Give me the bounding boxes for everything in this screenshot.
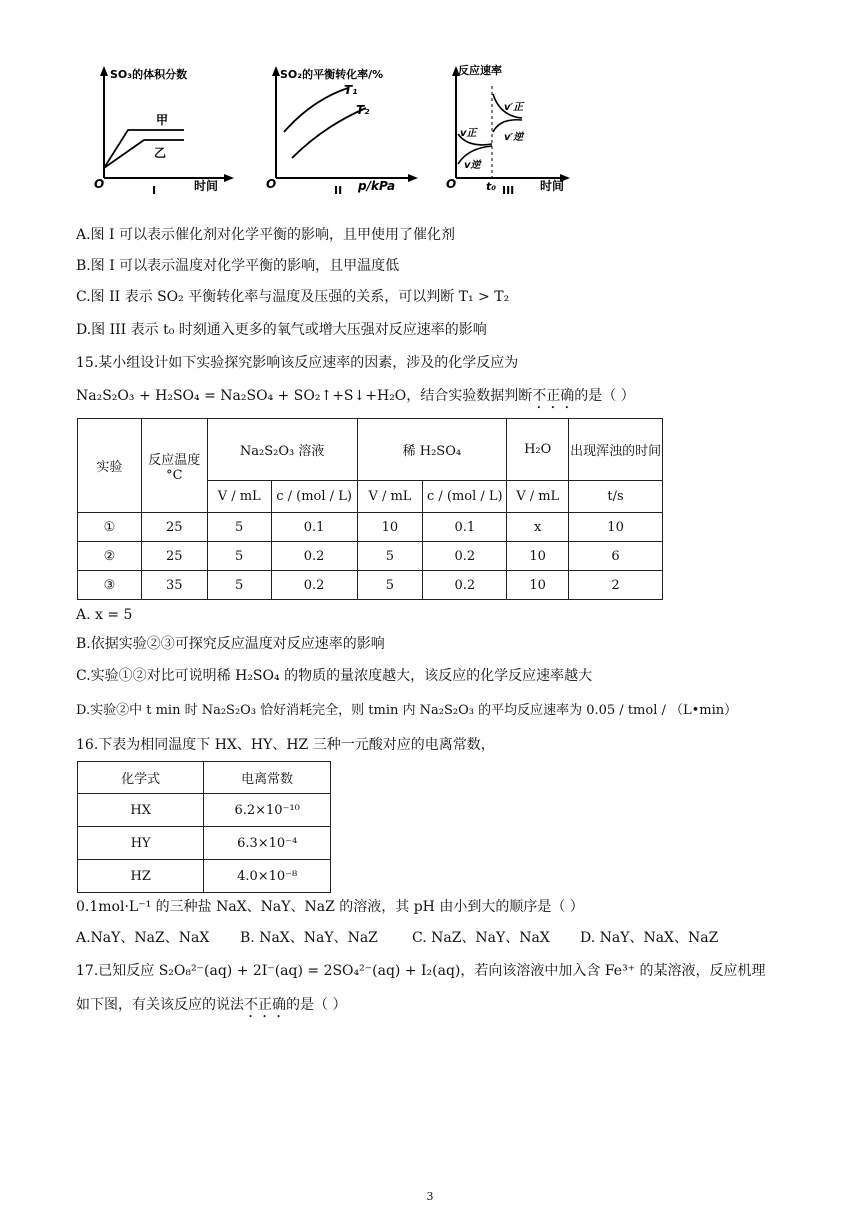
q17-line-1: 17.已知反应 S₂O₈²⁻(aq) + 2I⁻(aq) = 2SO₄²⁻(aq) + I₂(aq)，若向该溶液中加入含 Fe³⁺ 的某溶液，反应机理 xyxy=(76,963,766,979)
table-cell: ③ xyxy=(78,571,142,600)
graph-3-v2-rev: v′逆 xyxy=(504,132,524,143)
q15-header-exp: 实验 xyxy=(78,419,142,513)
table-cell: 2 xyxy=(569,571,663,600)
graph-2-origin: O xyxy=(266,177,277,191)
graph-2-roman: II xyxy=(334,184,343,195)
q17-line-2 xyxy=(76,995,346,1021)
q15-header-time: 出现浑浊的时间 xyxy=(569,419,663,481)
q16-question: 0.1mol·L⁻¹ 的三种盐 NaX、NaY、NaZ 的溶液，其 pH 由小到大的顺序是（ ） xyxy=(76,899,584,915)
graph-3-origin: O xyxy=(446,177,457,191)
table-cell: 6.3×10⁻⁴ xyxy=(204,827,331,860)
graph-1-xlabel: 时间 xyxy=(194,179,219,193)
page-number: 3 xyxy=(426,1190,434,1203)
graph-3-roman: III xyxy=(502,184,515,195)
table-cell: 25 xyxy=(141,542,207,571)
q14-option-a: A.图 I 可以表示催化剂对化学平衡的影响，且甲使用了催化剂 xyxy=(76,227,455,243)
q15-tail-b: 的是（ ） xyxy=(574,388,635,404)
q15-tail-a: ，结合实验数据判断 xyxy=(406,388,533,404)
table-cell: 5 xyxy=(357,542,423,571)
q16-option-c: C. NaZ、NaY、NaX xyxy=(412,930,550,946)
table-row xyxy=(78,542,663,571)
table-cell: 0.2 xyxy=(271,542,357,571)
graph-1-roman: I xyxy=(152,184,157,195)
table-row xyxy=(78,571,663,600)
q15-header-na2s2o3: Na₂S₂O₃ 溶液 xyxy=(207,419,357,481)
table-cell: 10 xyxy=(507,542,569,571)
q16-option-b: B. NaX、NaY、NaZ xyxy=(240,930,378,946)
table-cell: 35 xyxy=(141,571,207,600)
table-cell: 0.1 xyxy=(271,513,357,542)
q15-header-water: H₂O xyxy=(507,419,569,481)
q17-line-2-a: 如下图，有关该反应的说法 xyxy=(76,997,244,1013)
q15-option-d: D.实验②中 t min 时 Na₂S₂O₃ 恰好消耗完全，则 tmin 内 Na₂S₂O₃ 的平均反应速率为 0.05 / tmol / （L•min） xyxy=(76,703,738,718)
table-cell: 0.2 xyxy=(423,542,507,571)
q15-sub-v3: V / mL xyxy=(507,481,569,513)
graph-3-xlabel: 时间 xyxy=(540,179,565,193)
q15-sub-v2: V / mL xyxy=(357,481,423,513)
graph-2 xyxy=(262,60,432,195)
graph-3-ylabel: 反应速率 xyxy=(458,64,502,77)
q15-equation-line xyxy=(76,386,635,412)
q15-header-acid: 稀 H₂SO₄ xyxy=(357,419,507,481)
table-cell: 4.0×10⁻⁸ xyxy=(204,860,331,893)
q17-line-2-b: 的是（ ） xyxy=(286,997,347,1013)
q17-line-2-emphasis: 不正确 xyxy=(244,997,286,1013)
q14-option-b: B.图 I 可以表示温度对化学平衡的影响，且甲温度低 xyxy=(76,258,400,274)
table-cell: 0.2 xyxy=(423,571,507,600)
q16-options xyxy=(76,928,718,948)
q16-header-formula: 化学式 xyxy=(78,762,204,794)
q16-stem: 16.下表为相同温度下 HX、HY、HZ 三种一元酸对应的电离常数， xyxy=(76,737,495,753)
table-cell: 5 xyxy=(357,571,423,600)
table-cell: HX xyxy=(78,794,204,827)
table-row xyxy=(78,827,331,860)
table-cell: ① xyxy=(78,513,142,542)
table-cell: ② xyxy=(78,542,142,571)
q16-option-d: D. NaY、NaX、NaZ xyxy=(580,930,719,946)
table-row xyxy=(78,794,331,827)
table-cell: 25 xyxy=(141,513,207,542)
q15-option-a: A. x = 5 xyxy=(76,607,133,623)
graph-1-origin: O xyxy=(94,177,105,191)
q15-sub-t: t/s xyxy=(569,481,663,513)
q15-header-temp: 反应温度 °C xyxy=(141,419,207,513)
q15-option-b: B.依据实验②③可探究反应温度对反应速率的影响 xyxy=(76,636,385,652)
q15-sub-v1: V / mL xyxy=(207,481,271,513)
table-cell: HY xyxy=(78,827,204,860)
graph-3-v-rev: v逆 xyxy=(464,160,481,171)
table-cell: 0.2 xyxy=(271,571,357,600)
table-cell: 5 xyxy=(207,513,271,542)
graph-1-ylabel: SO₃的体积分数 xyxy=(110,68,188,81)
q14-option-d: D.图 III 表示 t₀ 时刻通入更多的氧气或增大压强对反应速率的影响 xyxy=(76,322,487,338)
table-cell: 6 xyxy=(569,542,663,571)
table-cell: 0.1 xyxy=(423,513,507,542)
table-row xyxy=(78,513,663,542)
graph-3-v-fwd: v正 xyxy=(460,128,477,139)
q15-sub-c2: c / (mol / L) xyxy=(423,481,507,513)
graph-3-t0: t₀ xyxy=(486,180,497,193)
table-row xyxy=(78,860,331,893)
table-cell: x xyxy=(507,513,569,542)
graph-2-xlabel: p/kPa xyxy=(358,179,396,193)
q15-option-c: C.实验①②对比可说明稀 H₂SO₄ 的物质的量浓度越大，该反应的化学反应速率越大 xyxy=(76,668,593,684)
q16-option-a: A.NaY、NaZ、NaX xyxy=(76,930,210,946)
graph-1-curve-jia: 甲 xyxy=(156,113,169,127)
table-cell: 5 xyxy=(207,542,271,571)
graph-2-curve-t1: T₁ xyxy=(344,83,358,97)
table-cell: 5 xyxy=(207,571,271,600)
graph-2-curve-t2: T₂ xyxy=(356,103,370,117)
graph-3-v2-fwd: v′正 xyxy=(504,102,524,113)
table-cell: 10 xyxy=(357,513,423,542)
table-cell: HZ xyxy=(78,860,204,893)
table-cell: 10 xyxy=(507,571,569,600)
graph-1 xyxy=(90,60,240,195)
table-cell: 10 xyxy=(569,513,663,542)
q15-equation: Na₂S₂O₃ + H₂SO₄ = Na₂SO₄ + SO₂↑+S↓+H₂O xyxy=(76,388,407,404)
table-cell: 6.2×10⁻¹⁰ xyxy=(204,794,331,827)
graph-1-curve-yi: 乙 xyxy=(154,146,167,160)
q16-table xyxy=(77,761,331,893)
q15-sub-c1: c / (mol / L) xyxy=(271,481,357,513)
q14-option-c: C.图 II 表示 SO₂ 平衡转化率与温度及压强的关系，可以判断 T₁ > T₂ xyxy=(76,289,510,305)
graph-3 xyxy=(442,60,582,195)
graph-2-ylabel: SO₂的平衡转化率/% xyxy=(280,68,384,81)
q15-tail-emphasis: 不正确 xyxy=(532,388,575,404)
q16-header-constant: 电离常数 xyxy=(204,762,331,794)
q15-table xyxy=(77,418,663,600)
q15-stem: 15.某小组设计如下实验探究影响该反应速率的因素，涉及的化学反应为 xyxy=(76,355,519,371)
